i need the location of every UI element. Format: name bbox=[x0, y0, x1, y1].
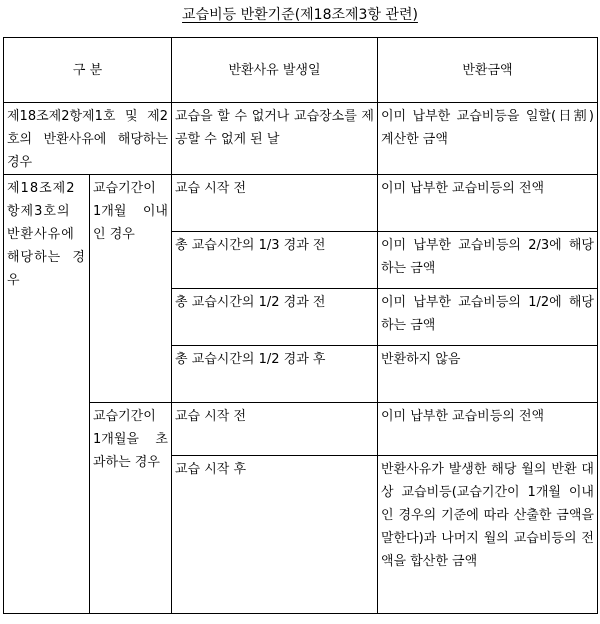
page-title: 교습비등 반환기준(제18조제3항 관련) bbox=[182, 7, 418, 23]
header-occurrence: 반환사유 발생일 bbox=[172, 38, 378, 103]
occurrence-cell: 총 교습시간의 1/2 경과 전 bbox=[172, 289, 378, 346]
occurrence-cell: 교습 시작 전 bbox=[172, 403, 378, 456]
occurrence-cell: 교습 시작 후 bbox=[172, 456, 378, 614]
header-row bbox=[4, 38, 598, 103]
table-row bbox=[4, 103, 598, 175]
subcategory-cell: 교습기간이 1개월을 초과하는 경우 bbox=[90, 403, 172, 614]
header-category: 구 분 bbox=[4, 38, 172, 103]
amount-cell: 이미 납부한 교습비등을 일할(日割) 계산한 금액 bbox=[378, 103, 598, 175]
refund-criteria-table bbox=[3, 37, 598, 614]
category-cell: 제18조제2항제1호 및 제2호의 반환사유에 해당하는 경우 bbox=[4, 103, 172, 175]
header-amount: 반환금액 bbox=[378, 38, 598, 103]
amount-cell: 이미 납부한 교습비등의 2/3에 해당하는 금액 bbox=[378, 232, 598, 289]
occurrence-cell: 교습 시작 전 bbox=[172, 175, 378, 232]
table-row bbox=[4, 175, 598, 232]
amount-cell: 반환하지 않음 bbox=[378, 346, 598, 403]
table-row bbox=[4, 403, 598, 456]
amount-cell: 반환사유가 발생한 해당 월의 반환 대상 교습비등(교습기간이 1개월 이내인 경우의 기준에 따라 산출한 금액을 말한다)과 나머지 월의 교습비등의 전액을 합산한 금액 bbox=[378, 456, 598, 614]
occurrence-cell: 교습을 할 수 없거나 교습장소를 제공할 수 없게 된 날 bbox=[172, 103, 378, 175]
amount-cell: 이미 납부한 교습비등의 전액 bbox=[378, 175, 598, 232]
amount-cell: 이미 납부한 교습비등의 전액 bbox=[378, 403, 598, 456]
occurrence-cell: 총 교습시간의 1/3 경과 전 bbox=[172, 232, 378, 289]
amount-cell: 이미 납부한 교습비등의 1/2에 해당하는 금액 bbox=[378, 289, 598, 346]
category-cell: 제18조제2항제3호의 반환사유에 해당하는 경우 bbox=[4, 175, 90, 614]
subcategory-cell: 교습기간이 1개월 이내인 경우 bbox=[90, 175, 172, 403]
occurrence-cell: 총 교습시간의 1/2 경과 후 bbox=[172, 346, 378, 403]
